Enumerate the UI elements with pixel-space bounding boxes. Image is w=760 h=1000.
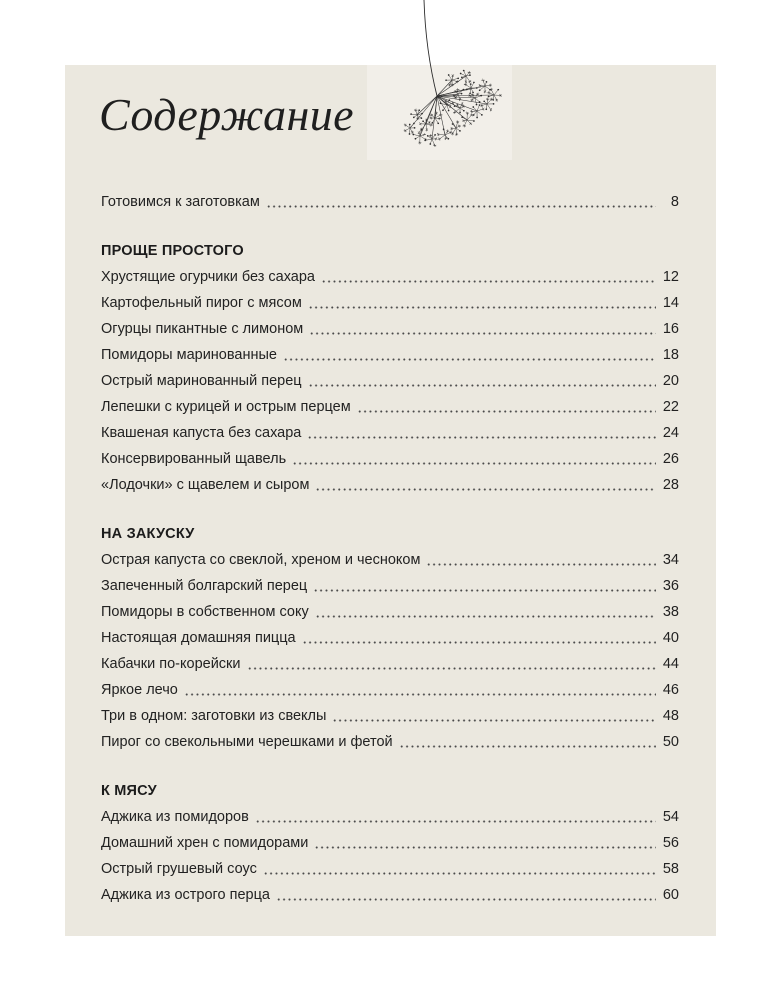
- toc-entry: [101, 547, 679, 573]
- umbellet-ray: [458, 94, 460, 99]
- toc-entry-title: Настоящая домашняя пицца: [101, 630, 296, 646]
- floret: [448, 110, 450, 112]
- dot-leader: [332, 719, 655, 722]
- floret: [493, 103, 495, 105]
- floret: [497, 89, 499, 91]
- toc-entry-title: Кабачки по-корейски: [101, 656, 241, 672]
- floret: [442, 109, 444, 111]
- dill-umbel-drawing: [360, 0, 520, 170]
- floret: [488, 96, 490, 98]
- umbellet-ray: [453, 128, 456, 134]
- toc-entry: [101, 189, 679, 215]
- floret: [448, 74, 450, 76]
- toc-entry: [101, 677, 679, 703]
- toc-entry-page-number: 16: [662, 321, 679, 337]
- floret-star: [433, 145, 436, 146]
- toc-entry-page-number: 40: [662, 630, 679, 646]
- umbellet-ray: [410, 123, 414, 128]
- umbel-ray: [437, 96, 477, 111]
- toc-entry-title: Аджика из помидоров: [101, 809, 249, 825]
- floret: [486, 81, 488, 83]
- floret: [476, 117, 478, 119]
- floret: [432, 122, 434, 124]
- floret: [459, 130, 461, 132]
- dot-leader: [426, 563, 655, 566]
- toc-section-heading: НА ЗАКУСКУ: [101, 526, 195, 542]
- dot-leader: [292, 462, 656, 465]
- toc-section: [101, 521, 679, 755]
- umbellet-ray: [409, 128, 410, 134]
- toc-entry: [101, 368, 679, 394]
- umbellet-ray: [452, 78, 458, 80]
- toc-entry-page-number: 44: [662, 656, 679, 672]
- toc-section: [101, 238, 679, 498]
- umbellet-ray: [432, 139, 435, 145]
- toc-entry: [101, 651, 679, 677]
- umbellet-ray: [416, 110, 417, 115]
- toc-entry-title: Консервированный щавель: [101, 451, 287, 467]
- floret: [434, 134, 436, 136]
- toc-entry-page-number: 24: [662, 425, 679, 441]
- toc-entry: [101, 420, 679, 446]
- toc-entry-title: Готовимся к заготовкам: [101, 194, 260, 210]
- floret: [479, 104, 481, 106]
- umbel-ray: [437, 88, 471, 96]
- toc-entry: [101, 599, 679, 625]
- dot-leader: [283, 358, 656, 361]
- toc-entry-title: Аджика из острого перца: [101, 887, 270, 903]
- floret: [443, 128, 445, 130]
- floret: [479, 89, 481, 91]
- floret: [469, 74, 471, 76]
- toc-entry: [101, 290, 679, 316]
- floret: [445, 79, 447, 81]
- floret: [479, 101, 481, 103]
- floret: [427, 135, 429, 137]
- toc-entry: [101, 264, 679, 290]
- umbellet-ray: [411, 114, 417, 115]
- toc-entry-page-number: 38: [662, 604, 679, 620]
- toc-entry: [101, 342, 679, 368]
- floret: [492, 99, 494, 101]
- floret: [412, 134, 414, 136]
- floret: [469, 92, 471, 94]
- floret: [409, 133, 411, 135]
- toc-entry: [101, 804, 679, 830]
- dot-leader: [357, 410, 656, 413]
- toc-section-heading: ПРОЩЕ ПРОСТОГО: [101, 243, 244, 259]
- toc-entry-title: Острая капуста со свеклой, хреном и чесноком: [101, 552, 421, 568]
- floret: [472, 106, 474, 108]
- toc-entry: [101, 856, 679, 882]
- floret: [418, 109, 420, 111]
- floret: [473, 82, 475, 84]
- toc-entry: [101, 625, 679, 651]
- dot-leader: [263, 872, 656, 875]
- toc-entry-page-number: 20: [662, 373, 679, 389]
- toc-entry-page-number: 22: [662, 399, 679, 415]
- dot-leader: [313, 589, 656, 592]
- toc-entry-title: Картофельный пирог с мясом: [101, 295, 302, 311]
- toc-entry: [101, 729, 679, 755]
- dot-leader: [321, 280, 656, 283]
- toc-entry-page-number: 8: [670, 194, 679, 210]
- dill-umbel-illustration: [360, 0, 520, 170]
- umbel-ray: [417, 96, 437, 115]
- umbellet-ray: [438, 134, 445, 135]
- floret: [409, 124, 411, 126]
- toc-entry-title: Помидоры маринованные: [101, 347, 277, 363]
- floret: [485, 108, 487, 110]
- toc-entry: [101, 703, 679, 729]
- toc-section-heading: К МЯСУ: [101, 783, 157, 799]
- toc-section: [101, 778, 679, 908]
- toc-entry-page-number: 36: [662, 578, 679, 594]
- dot-leader: [247, 667, 656, 670]
- toc-entry-title: Хрустящие огурчики без сахара: [101, 269, 315, 285]
- toc-entry-title: Острый маринованный перец: [101, 373, 302, 389]
- dot-leader: [307, 436, 656, 439]
- floret: [437, 122, 439, 124]
- toc-entry-page-number: 12: [662, 269, 679, 285]
- floret: [466, 89, 468, 91]
- floret: [422, 120, 424, 122]
- toc-entry-page-number: 14: [662, 295, 679, 311]
- floret: [454, 105, 456, 107]
- toc-entry: [101, 472, 679, 498]
- floret: [461, 93, 463, 95]
- umbellet-ray: [444, 129, 445, 135]
- umbellet-ray: [435, 118, 438, 123]
- umbellet-ray: [471, 82, 474, 88]
- illustration-stem: [424, 0, 437, 96]
- toc-entry-title: Лепешки с курицей и острым перцем: [101, 399, 351, 415]
- umbellet-ray: [405, 128, 410, 131]
- page-title: Содержание: [99, 89, 354, 140]
- toc-entry-page-number: 26: [662, 451, 679, 467]
- floret: [448, 99, 450, 101]
- toc-entry-title: Квашеная капуста без сахара: [101, 425, 302, 441]
- toc-entry: [101, 573, 679, 599]
- toc-entry-title: Яркое лечо: [101, 682, 178, 698]
- floret: [489, 89, 491, 91]
- toc-entry-page-number: 48: [662, 708, 679, 724]
- floret: [463, 70, 465, 72]
- toc-entry-title: Помидоры в собственном соку: [101, 604, 309, 620]
- floret: [414, 127, 416, 129]
- toc-entry-page-number: 60: [662, 887, 679, 903]
- toc-entry-page-number: 54: [662, 809, 679, 825]
- umbellet-ray: [439, 135, 445, 139]
- toc-entry-title: «Лодочки» с щавелем и сыром: [101, 477, 310, 493]
- floret: [461, 77, 463, 79]
- toc-entry-page-number: 28: [662, 477, 679, 493]
- dot-leader: [184, 693, 656, 696]
- floret: [470, 83, 472, 85]
- table-of-contents: [101, 189, 679, 908]
- umbellet-ray: [449, 75, 452, 80]
- toc-entry-page-number: 50: [662, 734, 679, 750]
- dot-leader: [315, 615, 656, 618]
- toc-entry-page-number: 18: [662, 347, 679, 363]
- floret: [472, 92, 474, 94]
- umbellet-ray: [464, 120, 467, 126]
- dot-leader: [302, 641, 656, 644]
- floret: [413, 123, 415, 125]
- floret: [463, 110, 465, 112]
- floret: [413, 117, 415, 119]
- umbellet-ray: [494, 90, 498, 95]
- floret: [480, 95, 482, 97]
- umbellet-ray: [420, 136, 426, 139]
- toc-entry-title: Запеченный болгарский перец: [101, 578, 308, 594]
- umbellet-ray: [494, 95, 497, 100]
- floret: [460, 73, 462, 75]
- umbellet-ray: [413, 134, 420, 136]
- floret: [461, 116, 463, 118]
- toc-entry-page-number: 56: [662, 835, 679, 851]
- dot-leader: [255, 820, 656, 823]
- dot-leader: [276, 898, 656, 901]
- floret: [476, 87, 478, 89]
- floret: [410, 113, 412, 115]
- floret: [459, 112, 461, 114]
- umbellet-ray: [477, 111, 482, 115]
- dot-leader: [399, 745, 656, 748]
- floret: [473, 120, 475, 122]
- floret: [476, 104, 478, 106]
- umbellet-ray: [455, 108, 460, 112]
- floret: [481, 114, 483, 116]
- dot-leader: [309, 332, 656, 335]
- floret: [483, 100, 485, 102]
- dot-leader: [308, 384, 656, 387]
- toc-entry: [101, 446, 679, 472]
- toc-entry-title: Домашний хрен с помидорами: [101, 835, 309, 851]
- floret: [421, 113, 423, 115]
- dot-leader: [266, 205, 656, 208]
- toc-entry: [101, 316, 679, 342]
- floret: [429, 143, 431, 145]
- floret: [415, 138, 417, 140]
- toc-entry: [101, 882, 679, 908]
- toc-entry-title: Три в одном: заготовки из свеклы: [101, 708, 327, 724]
- toc-entry: [101, 830, 679, 856]
- toc-entry: [101, 394, 679, 420]
- toc-entry-title: Огурцы пикантные с лимоном: [101, 321, 304, 337]
- dot-leader: [314, 846, 656, 849]
- toc-entry-title: Острый грушевый соус: [101, 861, 257, 877]
- dot-leader: [315, 488, 655, 491]
- umbellet-ray: [467, 115, 472, 120]
- toc-entry-page-number: 58: [662, 861, 679, 877]
- floret-star: [418, 143, 421, 144]
- toc-entry-page-number: 46: [662, 682, 679, 698]
- floret: [424, 140, 426, 142]
- floret: [473, 114, 475, 116]
- floret: [440, 102, 442, 104]
- dot-leader: [308, 306, 656, 309]
- floret: [452, 123, 454, 125]
- floret: [421, 117, 423, 119]
- umbellet-ray: [485, 86, 490, 90]
- floret: [457, 104, 459, 106]
- floret: [463, 89, 465, 91]
- floret-star: [404, 130, 406, 132]
- floret: [457, 77, 459, 79]
- toc-entry-page-number: 34: [662, 552, 679, 568]
- toc-entry-title: Пирог со свекольными черешками и фетой: [101, 734, 393, 750]
- floret: [448, 138, 450, 140]
